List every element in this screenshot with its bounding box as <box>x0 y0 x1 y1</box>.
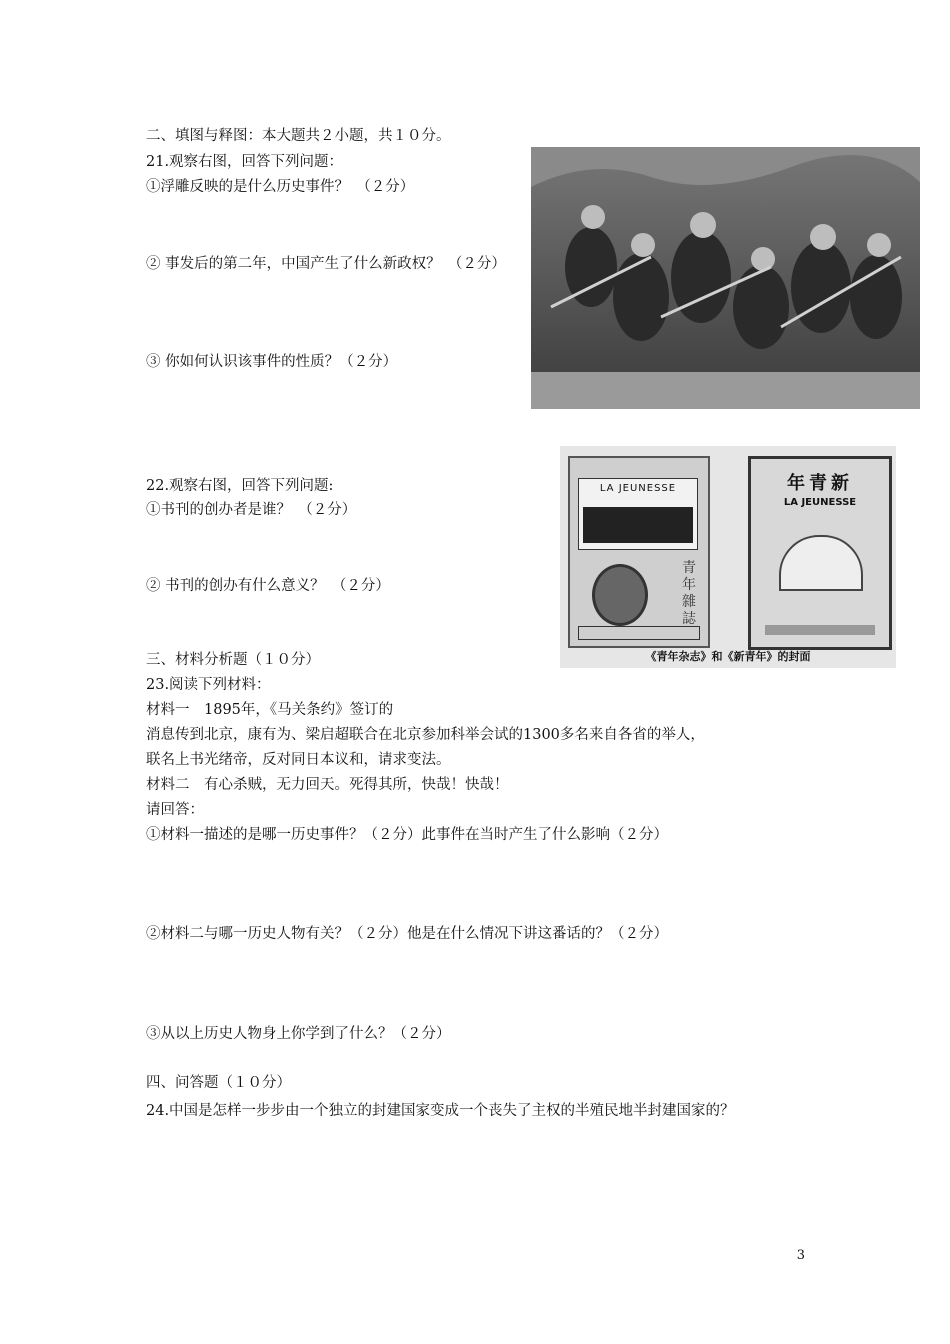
q23-item3: ③从以上历史人物身上你学到了什么？（２分） <box>146 1026 451 1042</box>
cover1-chinese-title: 青年雜誌 <box>682 560 696 627</box>
material2: 材料二 有心杀贼，无力回天。死得其所，快哉！快哉！ <box>146 777 509 793</box>
q21-item2: ② 事发后的第二年，中国产生了什么新政权？ （２分） <box>146 256 506 272</box>
relief-sculpture-image <box>531 147 920 409</box>
q23-prompt: 23.阅读下列材料： <box>146 677 271 693</box>
q22-item1: ①书刊的创办者是谁？ （２分） <box>146 502 357 518</box>
magazine-covers-figure <box>560 446 896 668</box>
portrait <box>592 564 648 626</box>
material1-line2: 消息传到北京，康有为、梁启超联合在北京参加科举会试的1300多名来自各省的举人， <box>146 727 705 743</box>
q23-item1: ①材料一描述的是哪一历史事件？（２分）此事件在当时产生了什么影响（２分） <box>146 827 668 843</box>
q23-item2: ②材料二与哪一历史人物有关？（２分）他是在什么情况下讲这番话的？（２分） <box>146 926 668 942</box>
q21-item1: ①浮雕反映的是什么历史事件？ （２分） <box>146 179 415 195</box>
cover1-english-title: LA JEUNESSE <box>599 483 677 494</box>
section4-heading: 四、问答题（１０分） <box>146 1075 291 1091</box>
q21-item3: ③ 你如何认识该事件的性质？（２分） <box>146 354 398 370</box>
please-answer: 请回答： <box>146 802 204 818</box>
material1-line3: 联名上书光绪帝，反对同日本议和，请求变法。 <box>146 752 451 768</box>
q21-prompt: 21.观察右图，回答下列问题： <box>146 154 344 170</box>
cover2-chinese-title: 年青新 <box>787 473 853 494</box>
q22-item2: ② 书刊的创办有什么意义？ （２分） <box>146 578 390 594</box>
section3-heading: 三、材料分析题（１０分） <box>146 652 320 668</box>
q24-text: 24.中国是怎样一步步由一个独立的封建国家变成一个丧失了主权的半殖民地半封建国家的？ <box>146 1103 735 1119</box>
cover2-english-title: LA JEUNESSE <box>783 497 857 508</box>
q22-prompt: 22.观察右图，回答下列问题: <box>146 478 334 494</box>
page-number: 3 <box>796 1248 805 1263</box>
material1-line1: 材料一 1895年，《马关条约》签订的 <box>146 702 394 718</box>
section2-heading: 二、填图与释图：本大题共２小题，共１０分。 <box>146 128 451 144</box>
qingnian-zazhi-cover <box>568 456 710 648</box>
xin-qingnian-cover <box>748 456 892 650</box>
figure-caption: 《青年杂志》和《新青年》的封面 <box>645 650 811 663</box>
